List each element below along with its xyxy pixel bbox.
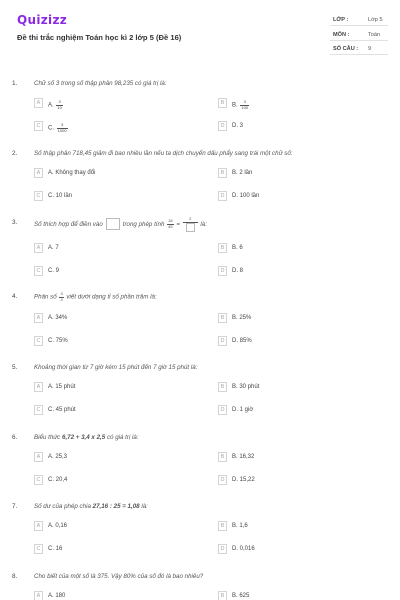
option-letter-box: A (34, 313, 43, 323)
option-text: D. 1 giờ (232, 407, 254, 413)
option-c[interactable] (34, 191, 184, 202)
option-text: C. 20,4 (48, 477, 68, 483)
page-title: Đề thi trắc nghiệm Toán học kì 2 lớp 5 (Đề 16) (17, 33, 182, 42)
question-number: 1. (12, 80, 18, 87)
option-d[interactable] (218, 266, 368, 277)
question-text: Khoảng thời gian từ 7 giờ kém 15 phút đến 7 giờ 15 phút là: (34, 364, 198, 371)
option-a[interactable] (34, 591, 184, 600)
option-b[interactable] (218, 313, 368, 324)
option-text: C. $\frac{3}{1000}$ (48, 122, 67, 133)
option-letter-box: C (34, 266, 43, 276)
option-letter-box: B (218, 521, 227, 531)
option-d[interactable] (218, 475, 368, 486)
fraction: $\frac{3}{10}$ (57, 99, 62, 110)
option-letter-box: B (218, 452, 227, 462)
option-text: D. 100 lần (232, 193, 260, 199)
page-header (0, 0, 400, 64)
option-letter-box: B (218, 382, 227, 392)
option-letter-box: B (218, 591, 227, 600)
option-letter-box: C (34, 475, 43, 485)
option-text: C. 9 (48, 268, 60, 274)
option-letter-box: D (218, 336, 227, 346)
option-letter-box: D (218, 405, 227, 415)
option-b[interactable] (218, 452, 368, 463)
option-b[interactable] (218, 521, 368, 532)
answer-blank-small (186, 223, 195, 232)
option-letter-box: C (34, 544, 43, 554)
question-text: Biểu thức 6,72 + 3,4 x 2,5 có giá trị là: (34, 434, 139, 441)
fraction: $\frac{18}{45}$ (168, 218, 173, 229)
question-number: 3. (12, 219, 18, 226)
option-text: B. 30 phút (232, 384, 260, 390)
option-letter-box: C (34, 121, 43, 131)
option-text: B. $\frac{3}{100}$ (232, 99, 249, 110)
fraction: $\frac{3}{4}$ (60, 291, 63, 302)
option-d[interactable] (218, 544, 368, 555)
option-text: B. 25% (232, 315, 252, 321)
option-text: A. Không thay đổi (48, 170, 96, 176)
question-number: 7. (12, 503, 18, 510)
option-text: C. 16 (48, 546, 63, 552)
option-letter-box: D (218, 544, 227, 554)
meta-grade (330, 14, 388, 26)
option-letter-box: B (218, 98, 227, 108)
option-c[interactable] (34, 405, 184, 416)
option-letter-box: A (34, 243, 43, 253)
meta-subject-label: MÔN : (333, 32, 350, 38)
answer-blank (106, 218, 120, 230)
option-text: B. 625 (232, 593, 250, 599)
fraction: $\frac{3}{100}$ (241, 99, 249, 110)
meta-count (330, 43, 388, 55)
option-text: A. 25,3 (48, 454, 68, 460)
option-text: B. 2 lần (232, 170, 253, 176)
option-text: D. 15,22 (232, 477, 255, 483)
option-a[interactable] (34, 313, 184, 324)
option-letter-box: D (218, 191, 227, 201)
option-text: A. 180 (48, 593, 66, 599)
question-text: Phân số $\frac{3}{4}$ viết dưới dạng tỉ số phần trăm là: (34, 291, 157, 302)
quizizz-logo: Quizizz (17, 13, 68, 27)
option-a[interactable] (34, 452, 184, 463)
option-text: A. 34% (48, 315, 68, 321)
option-d[interactable] (218, 121, 368, 132)
option-letter-box: D (218, 266, 227, 276)
option-a[interactable] (34, 382, 184, 393)
question-text: Cho biết của một số là 375. Vậy 80% của số đó là bao nhiêu? (34, 573, 204, 580)
meta-subject-value: Toán (368, 32, 381, 38)
question-number: 8. (12, 573, 18, 580)
option-text: C. 75% (48, 338, 68, 344)
question-number: 2. (12, 150, 18, 157)
option-d[interactable] (218, 405, 368, 416)
option-text: C. 45 phút (48, 407, 76, 413)
option-text: B. 16,32 (232, 454, 255, 460)
option-d[interactable] (218, 336, 368, 347)
option-letter-box: A (34, 452, 43, 462)
option-letter-box: A (34, 98, 43, 108)
option-letter-box: C (34, 336, 43, 346)
option-text: D. 0,016 (232, 546, 255, 552)
option-letter-box: D (218, 121, 227, 131)
option-letter-box: D (218, 475, 227, 485)
fraction: 2 (183, 217, 198, 232)
option-letter-box: C (34, 405, 43, 415)
fraction: $\frac{3}{1000}$ (57, 122, 67, 133)
option-text: B. 1,6 (232, 523, 248, 529)
option-a[interactable] (34, 521, 184, 532)
option-d[interactable] (218, 191, 368, 202)
option-c[interactable] (34, 475, 184, 486)
option-letter-box: A (34, 168, 43, 178)
option-c[interactable] (34, 266, 184, 277)
option-text: A. $\frac{3}{10}$ (48, 99, 62, 110)
option-a[interactable] (34, 243, 184, 254)
option-text: A. 15 phút (48, 384, 76, 390)
meta-count-label: SỐ CÂU : (333, 46, 359, 52)
question-number: 6. (12, 434, 18, 441)
meta-grade-label: LỚP : (333, 17, 349, 23)
question-text: Số thích hợp để điền vào trong phép tính $\frac{18}{45}$ = 2 là: (34, 217, 207, 232)
option-letter-box: C (34, 191, 43, 201)
option-text: B. 6 (232, 245, 243, 251)
meta-count-value: 9 (368, 46, 372, 52)
option-b[interactable] (218, 98, 368, 109)
question-text: Chữ số 3 trong số thập phân 98,235 có giá trị là: (34, 80, 167, 87)
option-c[interactable] (34, 336, 184, 347)
question-text: Số dư của phép chia 27,16 : 25 = 1,08 là: (34, 503, 148, 510)
option-b[interactable] (218, 591, 368, 600)
option-letter-box: A (34, 521, 43, 531)
option-letter-box: A (34, 382, 43, 392)
question-number: 5. (12, 364, 18, 371)
option-letter-box: B (218, 168, 227, 178)
option-a[interactable] (34, 98, 184, 109)
option-b[interactable] (218, 168, 368, 179)
option-b[interactable] (218, 382, 368, 393)
option-c[interactable] (34, 544, 184, 555)
option-text: D. 85% (232, 338, 252, 344)
option-b[interactable] (218, 243, 368, 254)
option-text: A. 7 (48, 245, 59, 251)
meta-subject (330, 29, 388, 41)
option-text: D. 3 (232, 123, 244, 129)
meta-grade-value: Lớp 5 (368, 17, 383, 23)
question-number: 4. (12, 293, 18, 300)
option-letter-box: A (34, 591, 43, 600)
option-letter-box: B (218, 243, 227, 253)
option-letter-box: B (218, 313, 227, 323)
option-c[interactable] (34, 121, 184, 132)
question-text: Số thập phân 718,45 giảm đi bao nhiêu lần nếu ta dịch chuyển dấu phẩy sang trái một chữ số: (34, 150, 293, 157)
option-text: D. 8 (232, 268, 244, 274)
option-text: A. 0,16 (48, 523, 68, 529)
option-a[interactable] (34, 168, 184, 179)
option-text: C. 10 lần (48, 193, 73, 199)
